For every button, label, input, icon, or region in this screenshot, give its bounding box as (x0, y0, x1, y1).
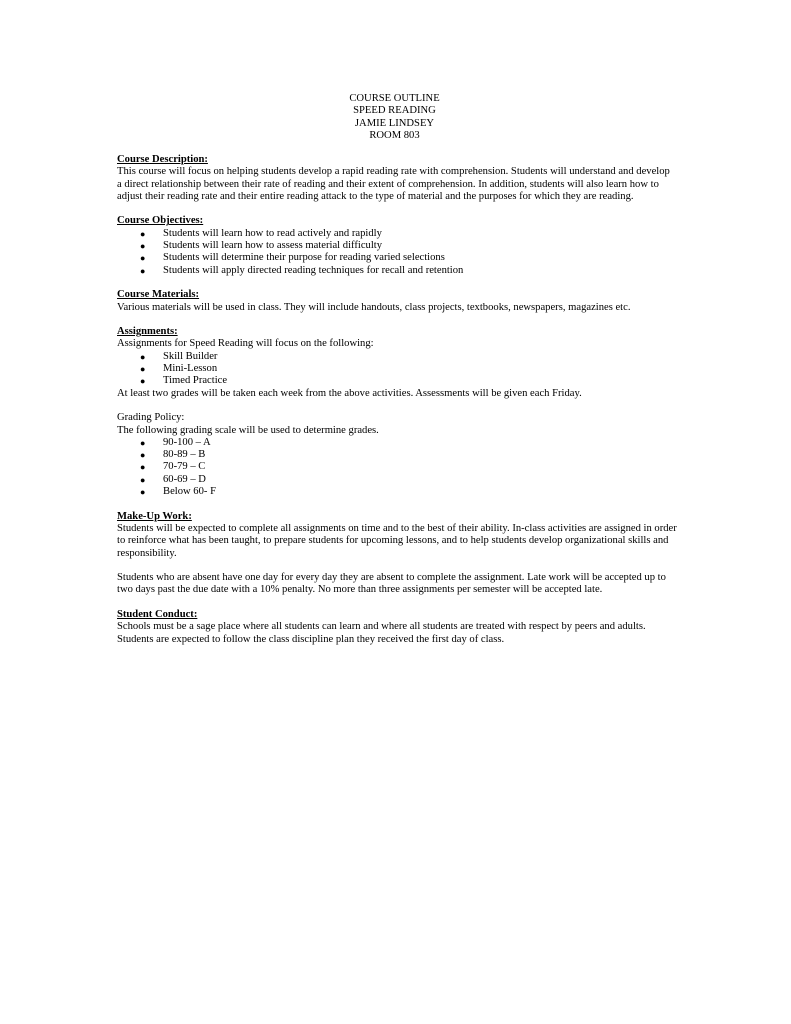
section-heading: Course Description: (117, 154, 208, 165)
section-heading: Course Objectives: (117, 215, 204, 227)
section-course-objectives (117, 215, 677, 276)
list-item: ● Students will learn how to read actively and rapidly (140, 227, 382, 239)
section-text: Students who are absent have one day for every day they are absent to complete the assignment. Late work will be accepted up to two days past the due date with a 10% penalty. No more than three assignments per semester will be accepted late. (117, 572, 666, 596)
section-course-description (117, 154, 677, 203)
document-body (117, 154, 677, 646)
header-course: SPEED READING (353, 105, 436, 117)
bullet-icon: ● (140, 437, 146, 448)
section-text: At least two grades will be taken each week from the above activities. Assessments will be given each Friday. (117, 387, 582, 399)
bullet-icon: ● (140, 228, 146, 239)
bullet-icon: ● (140, 241, 146, 252)
bullet-icon: ● (140, 450, 146, 461)
section-intro: Assignments for Speed Reading will focus on the following: (117, 338, 374, 350)
section-student-conduct (117, 609, 677, 646)
list-item: ● 60-69 – D (140, 473, 206, 485)
section-text: Schools must be a sage place where all students can learn and where all students are treated with respect by peers and adults. Students are expected to follow the class discipline plan they received the first day of class. (117, 621, 646, 645)
bullet-icon: ● (140, 364, 146, 375)
section-heading: Course Materials: (117, 289, 200, 301)
section-text: Students will be expected to complete all assignments on time and to the best of their ability. In-class activities are assigned in order to reinforce what has been taught, to prepare students for upcoming lessons, and to help students develop organizational skills and responsibility. (117, 522, 677, 559)
bullet-icon: ● (140, 474, 146, 485)
objectives-list (117, 228, 677, 277)
header-title: COURSE OUTLINE (349, 93, 440, 104)
section-course-materials (117, 289, 677, 314)
section-heading: Make-Up Work: (117, 510, 192, 522)
section-assignments (117, 326, 677, 400)
list-item: ● Timed Practice (140, 375, 228, 387)
list-item: ● 90-100 – A (140, 436, 211, 448)
grading-list (117, 437, 677, 498)
document-header (0, 93, 791, 142)
assignments-list (117, 351, 677, 388)
bullet-icon: ● (140, 487, 146, 498)
header-room: ROOM 803 (369, 129, 420, 141)
bullet-icon: ● (140, 265, 146, 276)
bullet-icon: ● (140, 462, 146, 473)
section-make-up-work (117, 511, 677, 597)
list-item: ● 80-89 – B (140, 449, 206, 461)
section-heading: Grading Policy: (117, 412, 185, 424)
list-item: ● Students will learn how to assess material difficulty (140, 240, 382, 252)
section-text: This course will focus on helping students develop a rapid reading rate with comprehension. Students will understand and develop a direct relationship between their rate of reading and their extent of comprehension. In addition, students will also learn how to adjust their reading rate and their entire reading attack to the type of material and the purposes for which they are reading. (117, 166, 670, 202)
bullet-icon: ● (140, 351, 146, 362)
header-instructor: JAMIE LINDSEY (354, 117, 435, 129)
bullet-icon: ● (140, 376, 146, 387)
list-item: ● Students will determine their purpose for reading varied selections (140, 252, 445, 264)
section-heading: Assignments: (117, 326, 178, 338)
list-item: ● Below 60- F (140, 486, 216, 498)
section-grading-policy (117, 412, 677, 498)
list-item: ● Students will apply directed reading techniques for recall and retention (140, 264, 464, 276)
list-item: ● 70-79 – C (140, 461, 206, 473)
list-item: ● Mini-Lesson (140, 363, 218, 375)
section-intro: The following grading scale will be used to determine grades. (117, 424, 379, 436)
section-heading: Student Conduct: (117, 608, 198, 620)
bullet-icon: ● (140, 253, 146, 264)
section-text: Various materials will be used in class. They will include handouts, class projects, textbooks, newspapers, magazines etc. (117, 301, 631, 313)
list-item: ● Skill Builder (140, 350, 218, 362)
